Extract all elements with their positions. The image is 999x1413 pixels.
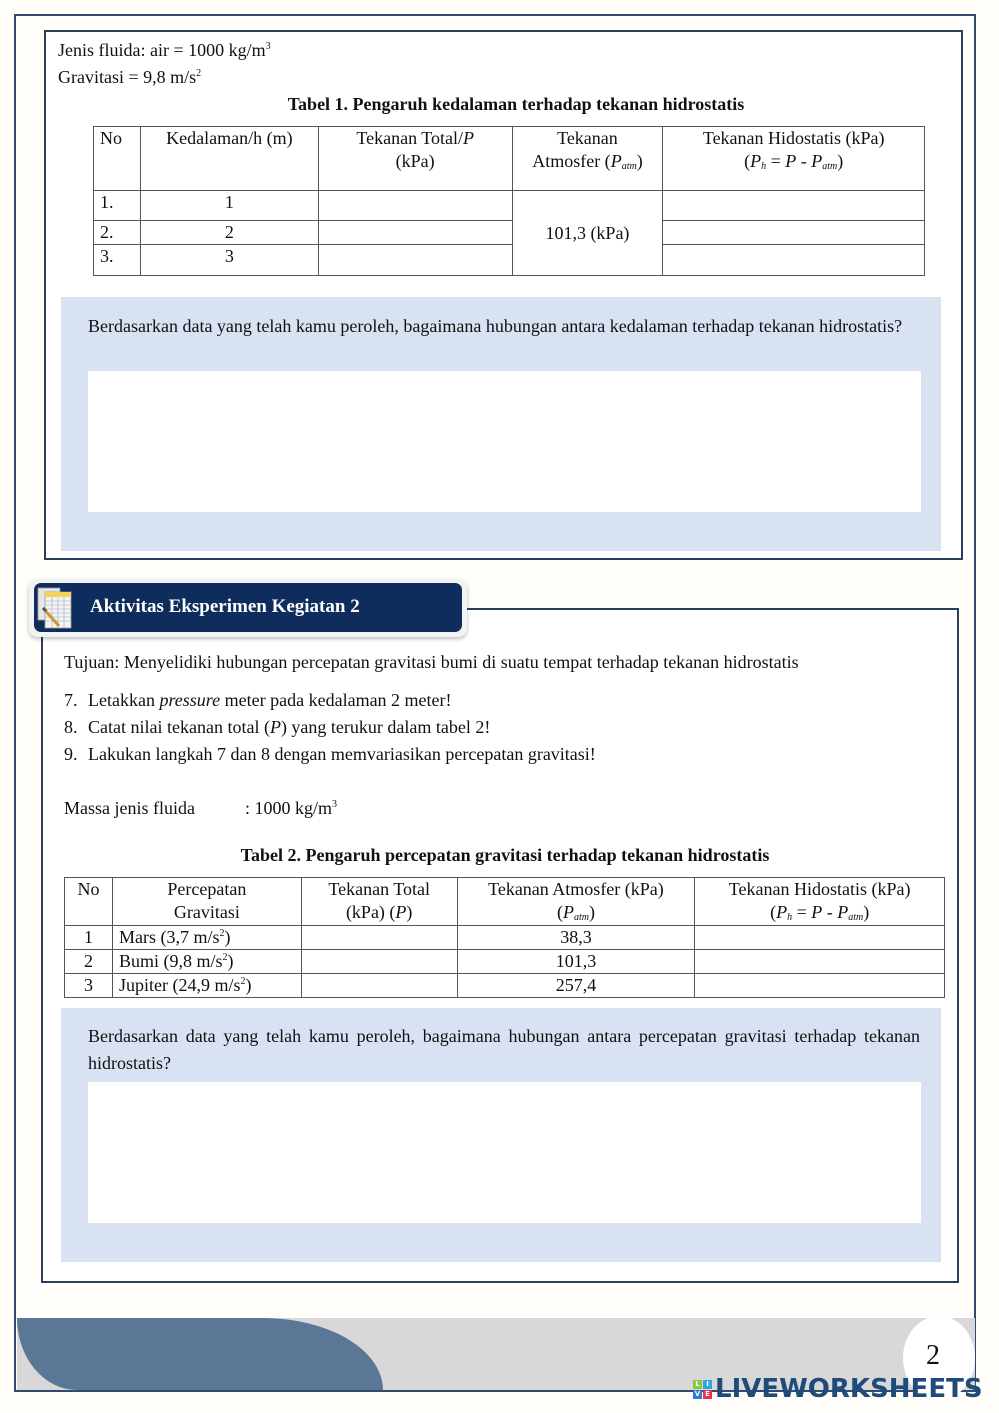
question-2-text: Berdasarkan data yang telah kamu peroleh, bagaimana hubungan antara percepatan gravitasi terhadap tekanan hidrostatis? xyxy=(88,1026,920,1073)
header-total-var: P xyxy=(395,902,407,922)
header-total-pressure xyxy=(318,127,512,191)
cell-hydro-input[interactable] xyxy=(663,221,925,245)
logo-squares-icon xyxy=(693,1380,712,1399)
hydro-formula xyxy=(770,902,869,922)
planet-label: Jupiter (24,9 m/s xyxy=(118,975,241,995)
formula-sub-atm: atm xyxy=(822,161,838,172)
header-atm-sub: atm xyxy=(621,161,637,172)
formula-sub-h: h xyxy=(787,912,793,923)
header-hydro-text: Tekanan Hidostatis (kPa) xyxy=(702,128,885,148)
header-atm-text2: Atmosfer ( xyxy=(532,151,611,171)
header-hydro-text: Tekanan Hidostatis (kPa) xyxy=(728,879,911,899)
logo-text: LIVEWORKSHEETS xyxy=(715,1374,983,1404)
cell-hydro-input[interactable] xyxy=(695,950,945,974)
header-atm-close: ) xyxy=(636,151,643,171)
table-row xyxy=(94,245,925,276)
objective-text: Tujuan: Menyelidiki hubungan percepatan gravitasi bumi di suatu tempat terhadap tekanan hidrostatis xyxy=(64,652,799,672)
page-number: 2 xyxy=(926,1340,940,1371)
cell-depth: 1 xyxy=(140,191,318,221)
formula-open: ( xyxy=(770,902,777,922)
header-hydrostatic-pressure xyxy=(695,878,945,926)
cell-gravity xyxy=(112,926,301,950)
logo-square: V xyxy=(694,1389,701,1398)
spreadsheet-pencil-icon xyxy=(37,586,75,630)
table-2-header-row xyxy=(65,878,945,926)
header-gravity-text2: Gravitasi xyxy=(173,902,240,922)
logo-square: E xyxy=(703,1390,712,1399)
header-total-unit: (kPa) xyxy=(395,151,435,171)
header-atm-pressure xyxy=(512,127,663,191)
formula-open: ( xyxy=(556,902,563,922)
cell-gravity xyxy=(112,974,301,998)
step-number: 9. xyxy=(64,744,78,764)
header-gravity xyxy=(112,878,301,926)
gravity-exponent: 2 xyxy=(196,68,202,79)
cell-no: 2 xyxy=(65,950,113,974)
step-item xyxy=(64,717,490,738)
table-1-caption: Tabel 1. Pengaruh kedalaman terhadap tekanan hidrostatis xyxy=(287,94,745,114)
cell-atm-value: 38,3 xyxy=(457,926,695,950)
footer-decoration xyxy=(17,1318,383,1390)
formula-open: ( xyxy=(744,151,751,171)
step-text: Lakukan langkah 7 dan 8 dengan memvariasikan percepatan gravitasi! xyxy=(88,744,596,764)
liveworksheets-logo[interactable] xyxy=(693,1375,983,1403)
unit-exponent: 2 xyxy=(222,952,228,963)
formula-sub-atm: atm xyxy=(848,912,864,923)
header-atm-pressure xyxy=(457,878,695,926)
header-total-text: Tekanan Total xyxy=(328,879,430,899)
header-total-text: Tekanan Total/ xyxy=(356,128,463,148)
formula-minus: - xyxy=(822,902,838,922)
planet-close: ) xyxy=(227,951,234,971)
formula-close: ) xyxy=(588,902,595,922)
density-value: : 1000 kg/m xyxy=(245,798,333,818)
unit-exponent: 2 xyxy=(219,928,225,939)
formula-patm: P xyxy=(811,151,823,171)
header-no: No xyxy=(65,878,113,926)
step-italic: pressure xyxy=(159,690,221,710)
cell-total-input[interactable] xyxy=(301,926,457,950)
cell-total-input[interactable] xyxy=(301,950,457,974)
header-atm-symbol xyxy=(557,902,595,922)
planet-close: ) xyxy=(245,975,252,995)
fluid-exponent: 3 xyxy=(265,41,271,52)
fluid-label: Jenis fluida: air = 1000 kg/m xyxy=(58,40,266,60)
step-item xyxy=(64,690,452,711)
formula-p: P xyxy=(785,151,797,171)
fluid-info xyxy=(58,40,271,61)
cell-total-input[interactable] xyxy=(318,245,512,276)
cell-hydro-input[interactable] xyxy=(663,191,925,221)
density-info xyxy=(64,798,337,819)
header-atm-text: Tekanan Atmosfer (kPa) xyxy=(488,879,664,899)
formula-sub-atm: atm xyxy=(573,912,589,923)
step-number: 7. xyxy=(64,690,78,710)
cell-hydro-input[interactable] xyxy=(663,245,925,276)
step-italic: P xyxy=(269,717,281,737)
formula-close: ) xyxy=(863,902,870,922)
table-row xyxy=(65,950,945,974)
table-1 xyxy=(93,126,925,276)
cell-no: 1 xyxy=(65,926,113,950)
step-text: Catat nilai tekanan total ( xyxy=(88,717,270,737)
hydro-formula xyxy=(744,151,843,171)
cell-depth: 2 xyxy=(140,221,318,245)
formula-eq: = xyxy=(792,902,812,922)
table-1-header-row xyxy=(94,127,925,191)
table-2-caption: Tabel 2. Pengaruh percepatan gravitasi terhadap tekanan hidrostatis xyxy=(240,845,770,865)
header-gravity-text: Percepatan xyxy=(167,879,247,899)
formula-sub-h: h xyxy=(761,161,767,172)
logo-square: L xyxy=(693,1380,702,1389)
header-total-var: P xyxy=(462,128,474,148)
cell-hydro-input[interactable] xyxy=(695,926,945,950)
table-row xyxy=(65,926,945,950)
formula-minus: - xyxy=(796,151,812,171)
cell-atm-value: 101,3 xyxy=(457,950,695,974)
answer-2-input[interactable] xyxy=(88,1082,921,1223)
density-label: Massa jenis fluida xyxy=(64,798,195,818)
unit-exponent: 2 xyxy=(240,976,246,987)
planet-close: ) xyxy=(224,927,231,947)
cell-atm-value: 257,4 xyxy=(457,974,695,998)
question-1-text: Berdasarkan data yang telah kamu peroleh, bagaimana hubungan antara kedalaman terhadap tekanan hidrostatis? xyxy=(88,316,903,336)
header-hydrostatic-pressure xyxy=(663,127,925,191)
cell-no: 3. xyxy=(94,245,141,276)
cell-total-input[interactable] xyxy=(318,221,512,245)
cell-no: 3 xyxy=(65,974,113,998)
cell-atm-value: 101,3 (kPa) xyxy=(512,191,663,276)
step-text: Letakkan xyxy=(88,690,160,710)
formula-ph: P xyxy=(776,902,788,922)
step-text-after: meter pada kedalaman 2 meter! xyxy=(220,690,452,710)
header-atm-text: Tekanan xyxy=(557,128,618,148)
planet-label: Mars (3,7 m/s xyxy=(118,927,220,947)
header-depth: Kedalaman/h (m) xyxy=(140,127,318,191)
cell-no: 1. xyxy=(94,191,141,221)
formula-p: P xyxy=(811,902,823,922)
cell-depth: 3 xyxy=(140,245,318,276)
table-row xyxy=(94,191,925,221)
logo-square: I xyxy=(703,1380,712,1389)
table-2 xyxy=(64,877,945,998)
formula-close: ) xyxy=(837,151,844,171)
gravity-label: Gravitasi = 9,8 m/s xyxy=(58,67,197,87)
answer-1-input[interactable] xyxy=(88,371,921,512)
gravity-info xyxy=(58,67,201,88)
cell-total-input[interactable] xyxy=(318,191,512,221)
header-no: No xyxy=(94,127,141,191)
table-row xyxy=(94,221,925,245)
header-total-pressure xyxy=(301,878,457,926)
cell-gravity xyxy=(112,950,301,974)
table-row xyxy=(65,974,945,998)
formula-ph: P xyxy=(750,151,762,171)
step-item xyxy=(64,744,596,765)
activity-2-title: Aktivitas Eksperimen Kegiatan 2 xyxy=(90,596,360,617)
step-text-after: ) yang terukur dalam tabel 2! xyxy=(280,717,491,737)
planet-label: Bumi (9,8 m/s xyxy=(118,951,223,971)
formula-eq: = xyxy=(766,151,786,171)
cell-total-input[interactable] xyxy=(301,974,457,998)
cell-hydro-input[interactable] xyxy=(695,974,945,998)
formula-p: P xyxy=(562,902,574,922)
formula-patm: P xyxy=(837,902,849,922)
cell-no: 2. xyxy=(94,221,141,245)
header-atm-var: P xyxy=(610,151,622,171)
header-total-close: ) xyxy=(406,902,413,922)
step-number: 8. xyxy=(64,717,78,737)
header-total-unit: (kPa) ( xyxy=(345,902,396,922)
density-exponent: 3 xyxy=(332,799,338,810)
